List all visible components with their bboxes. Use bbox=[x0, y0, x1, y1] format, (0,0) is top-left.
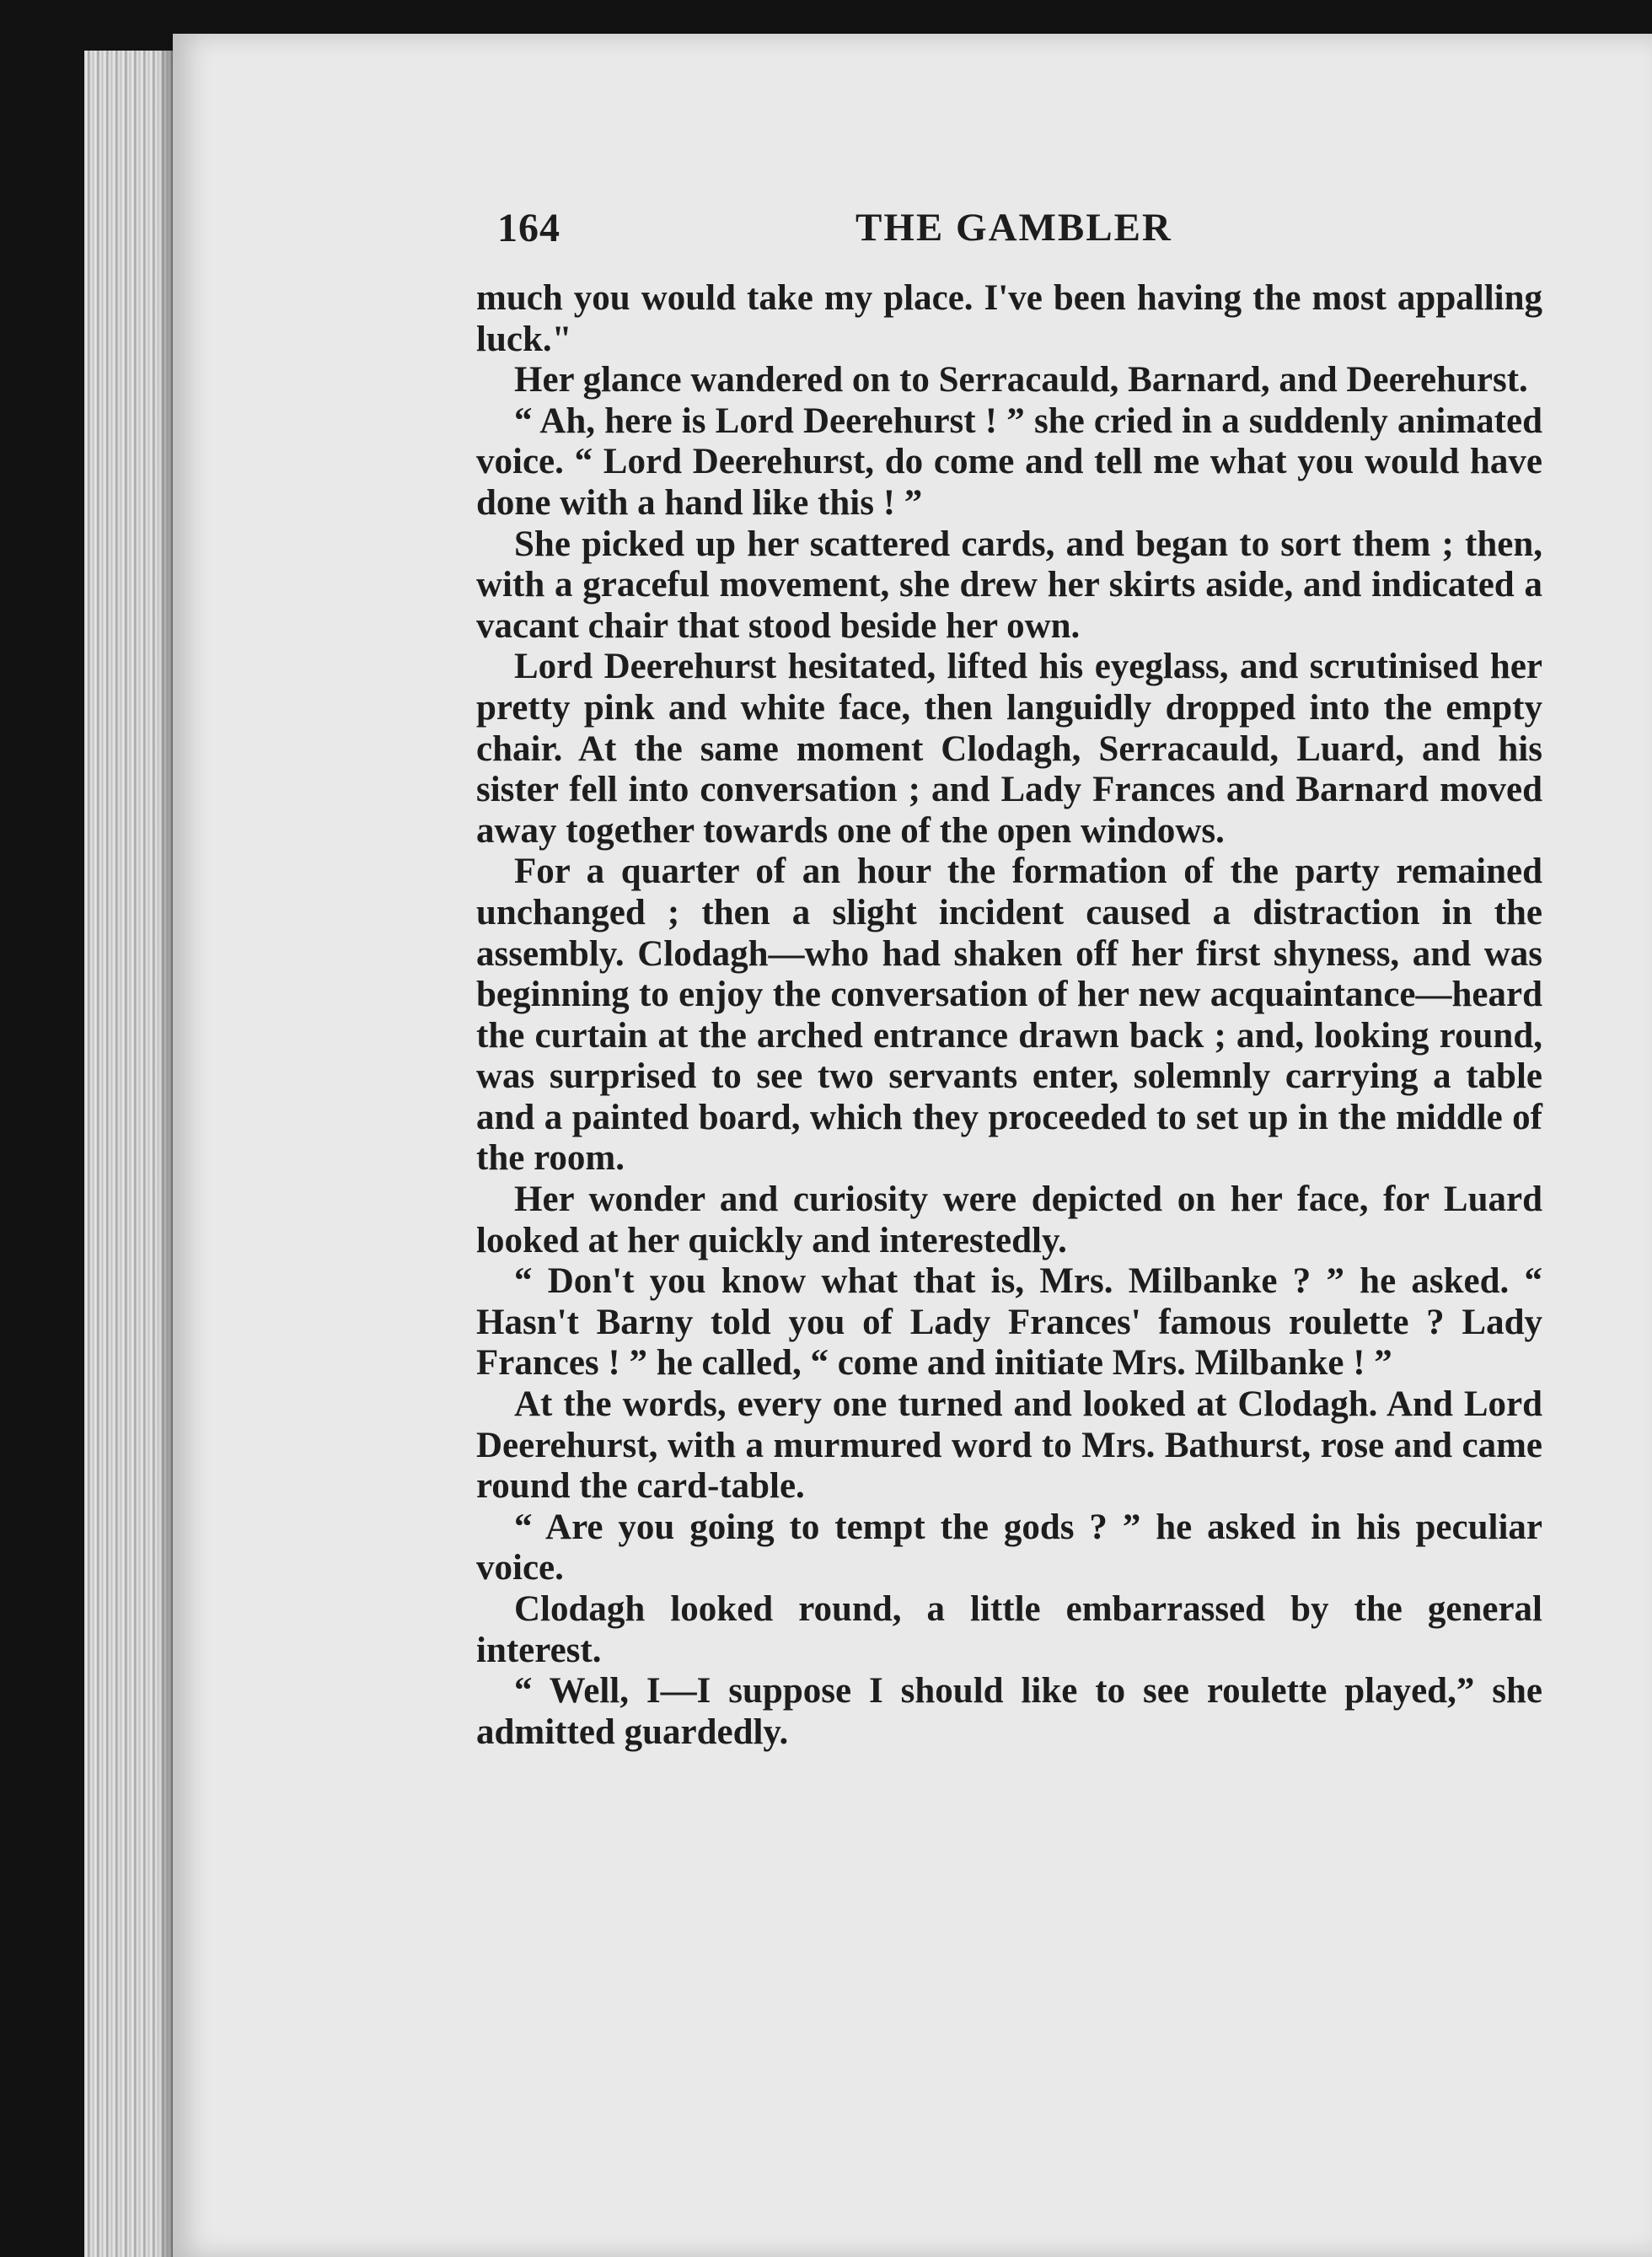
paragraph: She picked up her scattered cards, and began to sort them ; then, with a graceful movement, she drew her skirts aside, and indicated a vacant chair that stood beside her own. bbox=[476, 524, 1542, 646]
running-head bbox=[0, 0, 1652, 278]
paragraph: Her wonder and curiosity were depicted on her face, for Luard looked at her quickly and interestedly. bbox=[476, 1180, 1542, 1260]
paragraph: Lord Deerehurst hesitated, lifted his eyeglass, and scrutinised her pretty pink and white face, then languidly dropped into the empty chair. At the same moment Clodagh, Serracauld, Luard, and his sister fell into conversation ; and Lady Frances and Barnard moved away together towards one of the open windows. bbox=[476, 647, 1542, 851]
paragraph: much you would take my place. I've been having the most appalling luck." bbox=[476, 278, 1542, 359]
paragraph: “ Are you going to tempt the gods ? ” he asked in his peculiar voice. bbox=[476, 1507, 1542, 1588]
paragraph: “ Don't you know what that is, Mrs. Milbanke ? ” he asked. “ Hasn't Barny told you of Lady Frances' famous roulette ? Lady Frances ! ” he called, “ come and initiate Mrs. Milbanke ! ” bbox=[476, 1261, 1542, 1384]
paragraph: Her glance wandered on to Serracauld, Barnard, and Deerehurst. bbox=[514, 360, 1528, 400]
page-number: 164 bbox=[497, 206, 560, 250]
page-edges bbox=[84, 51, 173, 2257]
body-text bbox=[476, 278, 1542, 1753]
paragraph: “ Well, I—I suppose I should like to see roulette played,” she admitted guardedly. bbox=[476, 1671, 1542, 1752]
paragraph: Clodagh looked round, a little embarrassed by the general interest. bbox=[476, 1589, 1542, 1670]
book-title: THE GAMBLER bbox=[856, 206, 1172, 250]
paragraph: “ Ah, here is Lord Deerehurst ! ” she cried in a suddenly animated voice. “ Lord Deerehurst, do come and tell me what you would have done with a hand like this ! ” bbox=[476, 400, 1542, 523]
paragraph: At the words, every one turned and looked at Clodagh. And Lord Deerehurst, with a murmured word to Mrs. Bathurst, rose and came round the card-table. bbox=[476, 1384, 1542, 1507]
paragraph: For a quarter of an hour the formation of the party remained unchanged ; then a slight incident caused a distraction in the assembly. Clodagh—who had shaken off her first shyness, and was beginning to enjoy the conversation of her new acquaintance—heard the curtain at the arched entrance drawn back ; and, looking round, was surprised to see two servants enter, solemnly carrying a table and a painted board, which they proceeded to set up in the middle of the room. bbox=[476, 852, 1542, 1179]
